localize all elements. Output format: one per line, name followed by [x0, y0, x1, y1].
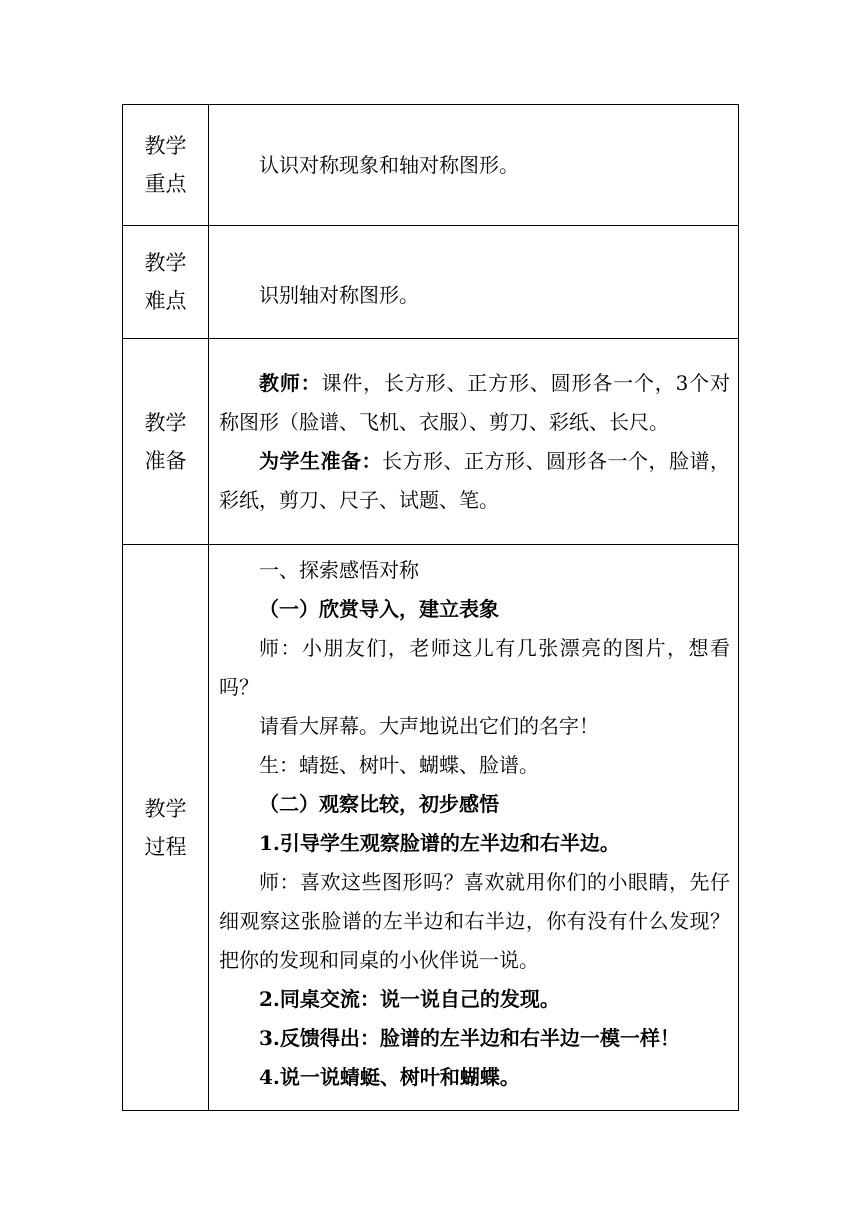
preparation-label-line1: 教学: [144, 410, 187, 435]
teacher-label: 教师：: [259, 370, 322, 395]
difficulties-row: [123, 226, 739, 339]
student-answer: 生：蜻挺、树叶、蝴蝶、脸谱。: [259, 753, 539, 777]
difficulties-text: 识别轴对称图形。: [259, 282, 419, 307]
process-row: [123, 545, 739, 1111]
key-points-content: [209, 105, 739, 226]
preparation-teacher: [219, 364, 730, 442]
difficulties-label-line2: 难点: [144, 289, 187, 313]
teacher-text: 课件，长方形、正方形、圆形各一个，3个对称图形（脸谱、飞机、衣服）、剪刀、彩纸、长尺。: [219, 370, 730, 434]
process-label-line2: 过程: [144, 834, 187, 859]
key-points-label-line1: 教学: [144, 134, 187, 158]
section-heading-1: 一、探索感悟对称: [259, 558, 419, 582]
key-points-text: 认识对称现象和轴对称图形。: [259, 152, 519, 177]
student-label: 为学生准备：: [259, 448, 382, 473]
step-4: 4.说一说蜻蜓、树叶和蝴蝶。: [259, 1065, 520, 1089]
teacher-instruction: 师：喜欢这些图形吗？喜欢就用你们的小眼睛，先仔细观察这张脸谱的左半边和右半边，你有没有什么发现？把你的发现和同桌的小伙伴说一说。: [219, 870, 730, 972]
student-text: 长方形、正方形、圆形各一个，脸谱，彩纸，剪刀、尺子、试题、笔。: [219, 448, 730, 512]
key-points-label-line2: 重点: [144, 172, 187, 196]
preparation-row: [123, 339, 739, 545]
step-1: 1.引导学生观察脸谱的左半边和右半边。: [259, 831, 620, 855]
step-3: 3.反馈得出：脸谱的左半边和右半边一模一样！: [259, 1026, 680, 1050]
difficulties-label-line1: 教学: [144, 251, 187, 275]
preparation-label: [123, 339, 209, 545]
preparation-label-line2: 准备: [144, 448, 187, 473]
process-content: [209, 545, 739, 1111]
teacher-question: 师：小朋友们，老师这儿有几张漂亮的图片，想看吗？: [219, 636, 730, 699]
preparation-content: [209, 339, 739, 545]
process-label-line1: 教学: [144, 796, 187, 821]
preparation-student: [219, 442, 730, 520]
step-2: 2.同桌交流：说一说自己的发现。: [259, 987, 560, 1011]
key-points-label: [123, 105, 209, 226]
subsection-heading-2: （二）观察比较，初步感悟: [259, 792, 499, 816]
screen-prompt: 请看大屏幕。大声地说出它们的名字！: [259, 714, 599, 738]
process-label: [123, 545, 209, 1111]
difficulties-label: [123, 226, 209, 339]
key-points-row: [123, 105, 739, 226]
subsection-heading-1: （一）欣赏导入，建立表象: [259, 597, 499, 621]
difficulties-content: [209, 226, 739, 339]
lesson-plan-table: [122, 104, 739, 1111]
